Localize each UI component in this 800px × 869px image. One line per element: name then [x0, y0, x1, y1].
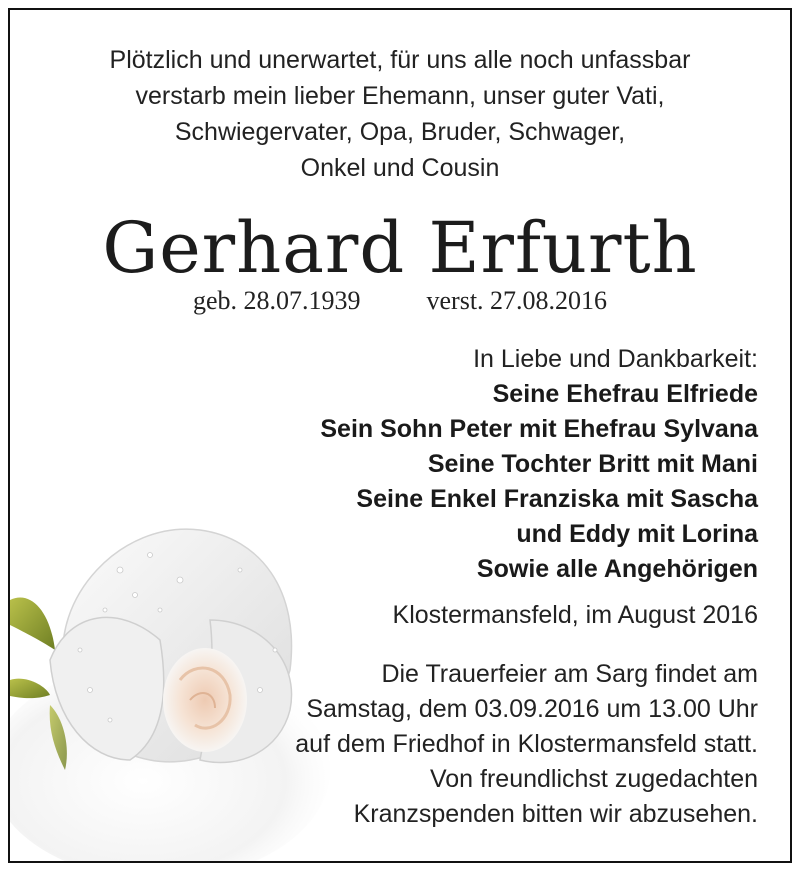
mourner: Seine Tochter Britt mit Mani	[427, 450, 758, 478]
service-line: Von freundlichst zugedachten	[429, 765, 758, 793]
deceased-name: Gerhard Erfurth	[102, 207, 698, 289]
intro-line: Schwiegervater, Opa, Bruder, Schwager,	[174, 118, 626, 146]
intro-text	[10, 42, 790, 186]
mourner: Seine Enkel Franziska mit Sascha	[356, 485, 758, 513]
service-line: Samstag, dem 03.09.2016 um 13.00 Uhr	[306, 695, 758, 723]
white-rose-icon	[10, 510, 330, 861]
mourner: Sowie alle Angehörigen	[476, 555, 758, 583]
service-line: Die Trauerfeier am Sarg findet am	[381, 660, 758, 688]
obituary-card	[8, 8, 792, 863]
life-dates	[10, 286, 790, 316]
service-line: auf dem Friedhof in Klostermansfeld statt.	[295, 730, 758, 758]
service-line: Kranzspenden bitten wir abzusehen.	[353, 800, 758, 828]
intro-line: Plötzlich und unerwartet, für uns alle noch unfassbar	[109, 46, 691, 74]
mourner: Seine Ehefrau Elfriede	[492, 380, 758, 408]
mourners-heading: In Liebe und Dankbarkeit:	[473, 345, 758, 373]
mourner: und Eddy mit Lorina	[516, 520, 758, 548]
funeral-service-info	[295, 657, 758, 832]
mourner: Sein Sohn Peter mit Ehefrau Sylvana	[320, 415, 758, 443]
birth-date: geb. 28.07.1939	[192, 286, 361, 315]
intro-line: verstarb mein lieber Ehemann, unser guter Vati,	[135, 82, 665, 110]
place-and-date: Klostermansfeld, im August 2016	[392, 601, 758, 629]
death-date: verst. 27.08.2016	[426, 286, 608, 315]
intro-line: Onkel und Cousin	[300, 154, 500, 182]
mourners-list	[320, 342, 758, 587]
